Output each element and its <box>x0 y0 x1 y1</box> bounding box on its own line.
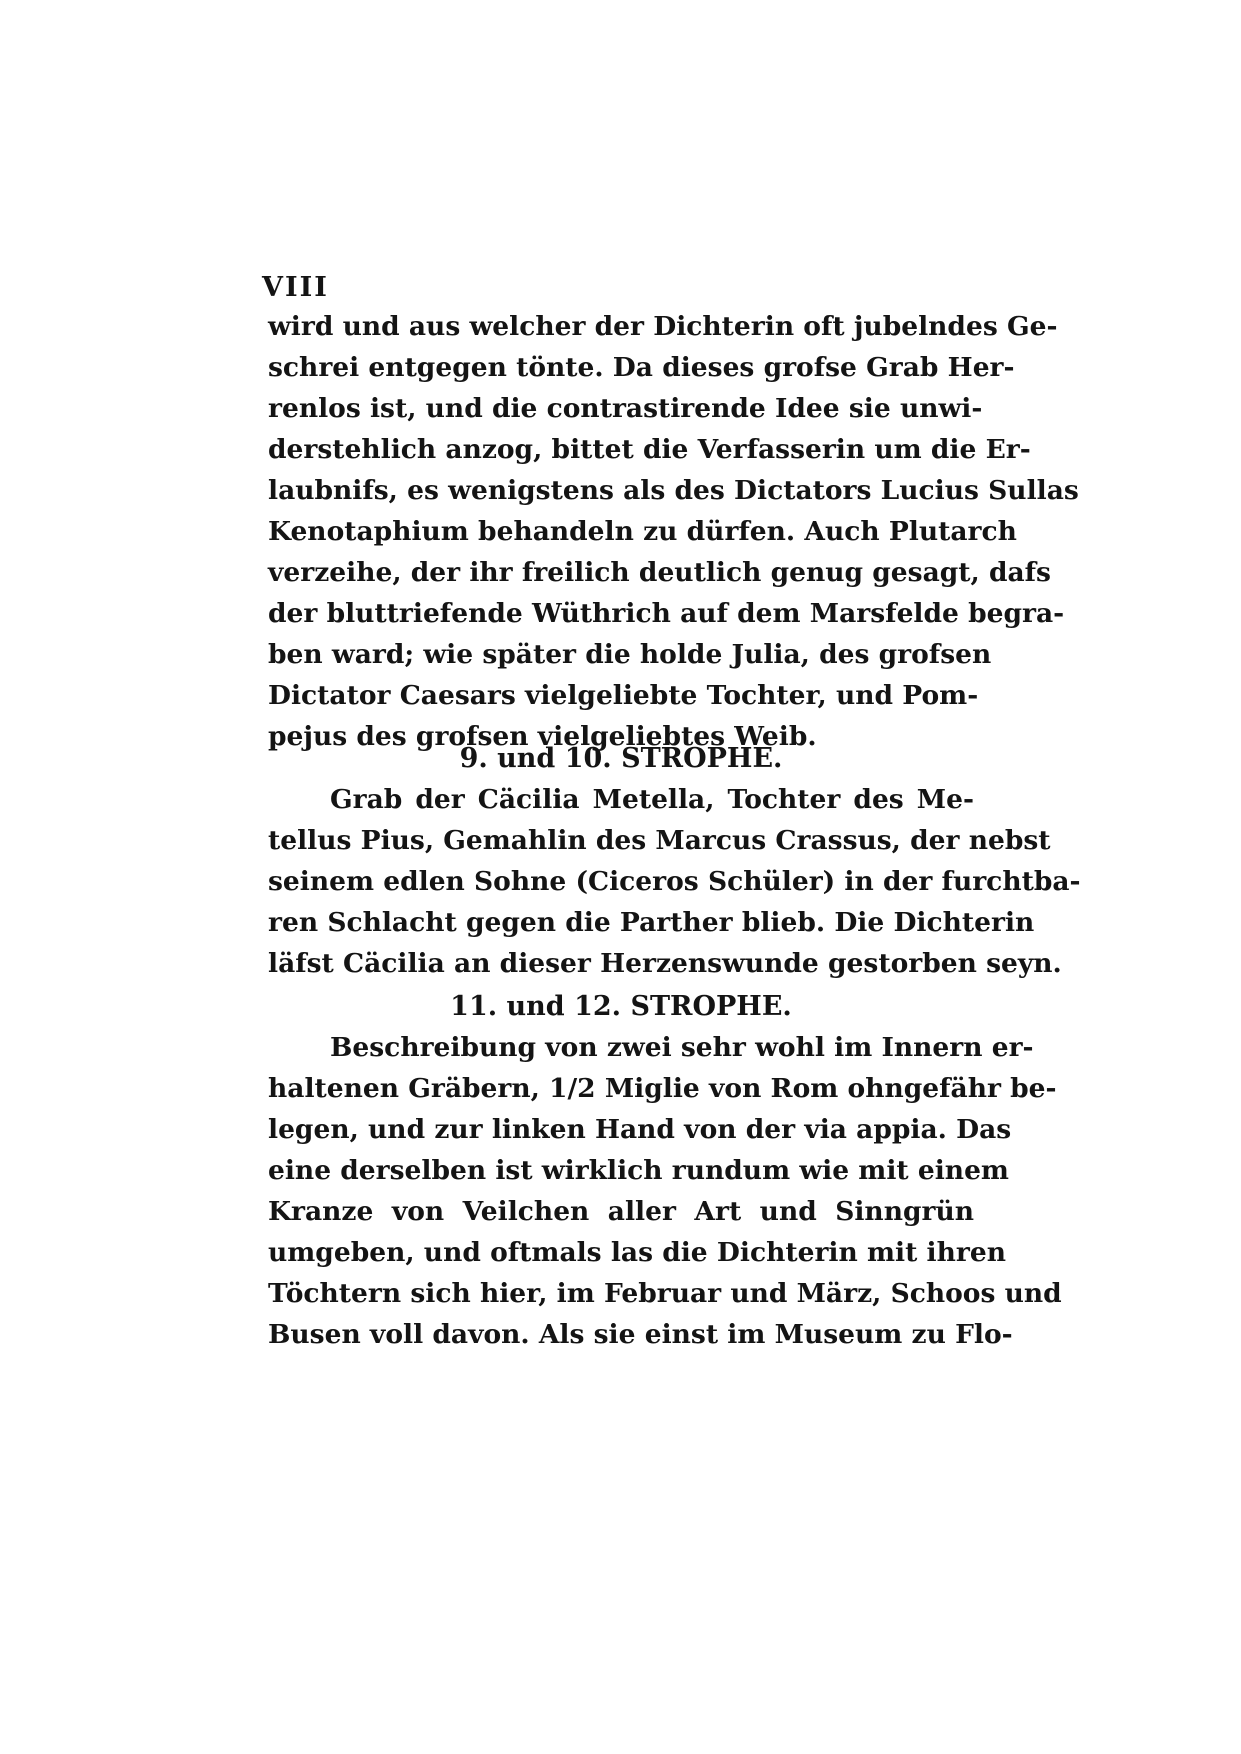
text-line: pejus des grofsen vielgeliebtes Weib. <box>268 721 817 752</box>
text-line: Dictator Caesars vielgeliebte Tochter, und Pom- <box>268 680 979 711</box>
text-line: seinem edlen Sohne (Ciceros Schüler) in der furchtba- <box>268 866 1081 897</box>
text-line: Kenotaphium behandeln zu dürfen. Auch Plutarch <box>268 516 1017 547</box>
text-line: derstehlich anzog, bittet die Verfasserin um die Er- <box>268 434 1031 465</box>
text-line: schrei entgegen tönte. Da dieses grofse Grab Her- <box>268 352 1015 383</box>
text-line: ben ward; wie später die holde Julia, des grofsen <box>268 639 992 670</box>
paragraph-2 <box>268 779 1081 984</box>
text-line: Grab der Cäcilia Metella, Tochter des Me- <box>330 784 974 815</box>
text-line: Beschreibung von zwei sehr wohl im Innern er- <box>330 1032 1034 1063</box>
heading-strophe-9-10: 9. und 10. STROPHE. <box>459 743 783 774</box>
text-line: Kranze von Veilchen aller Art und Sinngrün <box>268 1196 974 1227</box>
paragraph-3 <box>268 1027 1062 1355</box>
page-number: VIII <box>262 272 329 303</box>
text-line: laubnifs, es wenigstens als des Dictators Lucius Sullas <box>268 475 1079 506</box>
text-line: wird und aus welcher der Dichterin oft jubelndes Ge- <box>268 311 1058 342</box>
text-line: der bluttriefende Wüthrich auf dem Marsfelde begra- <box>268 598 1065 629</box>
text-line: eine derselben ist wirklich rundum wie mit einem <box>268 1155 1009 1186</box>
text-line: umgeben, und oftmals las die Dichterin mit ihren <box>268 1237 1006 1268</box>
paragraph-1 <box>268 306 1079 757</box>
text-line: tellus Pius, Gemahlin des Marcus Crassus, der nebst <box>268 825 1051 856</box>
text-line: läfst Cäcilia an dieser Herzenswunde gestorben seyn. <box>268 948 1062 979</box>
text-line: legen, und zur linken Hand von der via appia. Das <box>268 1114 1012 1145</box>
text-line: Busen voll davon. Als sie einst im Museum zu Flo- <box>268 1319 1013 1350</box>
text-line: haltenen Gräbern, 1/2 Miglie von Rom ohngefähr be- <box>268 1073 1057 1104</box>
text-line: verzeihe, der ihr freilich deutlich genug gesagt, dafs <box>268 557 1051 588</box>
heading-strophe-11-12: 11. und 12. STROPHE. <box>450 991 792 1022</box>
text-line: ren Schlacht gegen die Parther blieb. Die Dichterin <box>268 907 1035 938</box>
text-line: Töchtern sich hier, im Februar und März, Schoos und <box>268 1278 1062 1309</box>
text-line: renlos ist, und die contrastirende Idee sie unwi- <box>268 393 983 424</box>
